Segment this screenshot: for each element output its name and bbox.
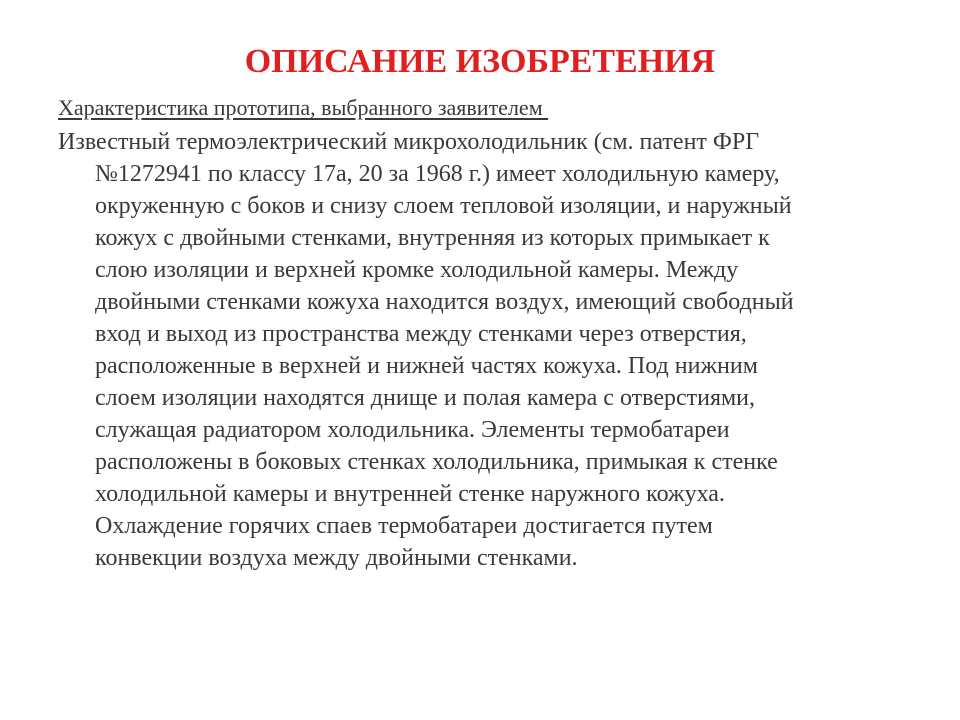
paragraph-line: слоем изоляции находятся днище и полая камера с отверстиями, — [95, 385, 756, 411]
paragraph-line: слою изоляции и верхней кромке холодильной камеры. Между — [95, 257, 739, 283]
description-paragraph — [58, 126, 908, 574]
paragraph-line: холодильной камеры и внутренней стенке наружного кожуха. — [95, 481, 725, 507]
slide-title: ОПИСАНИЕ ИЗОБРЕТЕНИЯ — [244, 43, 716, 80]
paragraph-line: конвекции воздуха между двойными стенками. — [95, 545, 578, 571]
paragraph-line: Охлаждение горячих спаев термобатареи достигается путем — [95, 513, 713, 539]
paragraph-line: №1272941 по классу 17а, 20 за 1968 г.) имеет холодильную камеру, — [95, 161, 780, 187]
paragraph-line: двойными стенками кожуха находится воздух, имеющий свободный — [95, 289, 794, 315]
paragraph-line: Известный термоэлектрический микрохолодильник (см. патент ФРГ — [58, 129, 760, 155]
prototype-subheading: Характеристика прототипа, выбранного заявителем — [58, 95, 549, 120]
paragraph-line: окруженную с боков и снизу слоем тепловой изоляции, и наружный — [95, 193, 792, 219]
paragraph-line: расположенные в верхней и нижней частях кожуха. Под нижним — [95, 353, 758, 379]
paragraph-line: кожух с двойными стенками, внутренняя из которых примыкает к — [95, 225, 770, 251]
paragraph-line: расположены в боковых стенках холодильника, примыкая к стенке — [95, 449, 778, 475]
paragraph-line: вход и выход из пространства между стенками через отверстия, — [95, 321, 747, 347]
paragraph-line: служащая радиатором холодильника. Элементы термобатареи — [95, 417, 730, 443]
